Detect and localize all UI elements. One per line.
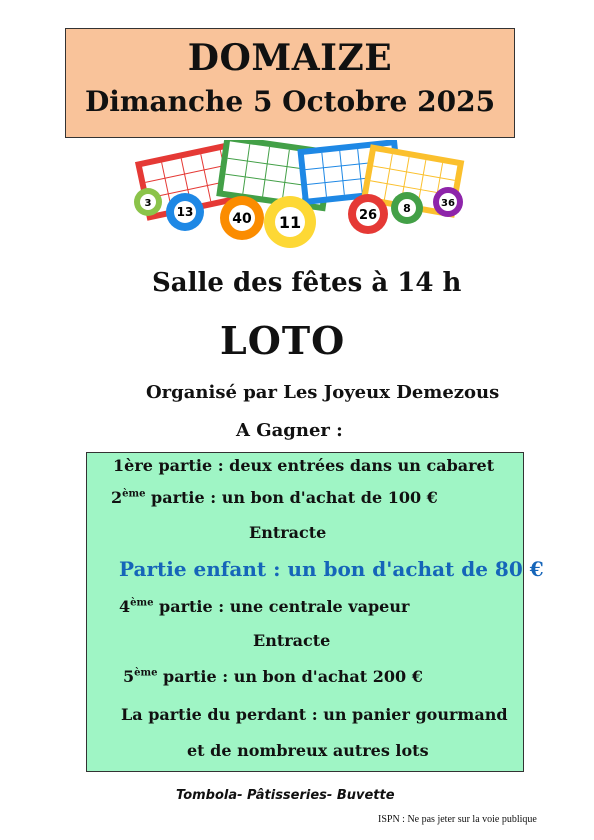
- bingo-ball: [391, 192, 423, 224]
- bingo-ball: [433, 187, 463, 217]
- header-banner: [65, 28, 515, 138]
- svg-text:8: 8: [403, 202, 411, 215]
- bingo-ball: [220, 196, 264, 240]
- svg-text:36: 36: [441, 198, 455, 209]
- svg-text:26: 26: [358, 208, 378, 223]
- footer-ispn: ISPN : Ne pas jeter sur la voie publique: [378, 814, 537, 825]
- prize-item: 1ère partie : deux entrées dans un cabaret: [113, 456, 495, 475]
- prize-item: et de nombreux autres lots: [187, 741, 429, 760]
- svg-text:3: 3: [144, 198, 152, 209]
- bingo-cards-illustration: [110, 140, 480, 250]
- prize-item: 4ème partie : une centrale vapeur: [119, 597, 410, 616]
- footer-extras: Tombola- Pâtisseries- Buvette: [176, 788, 395, 803]
- event-name: LOTO: [220, 318, 346, 363]
- svg-text:40: 40: [232, 211, 252, 227]
- prize-list: [86, 452, 544, 772]
- win-label: A Gagner :: [236, 420, 343, 441]
- intermission: Entracte: [249, 523, 327, 542]
- prize-item: 2ème partie : un bon d'achat de 100 €: [111, 488, 438, 507]
- svg-text:11: 11: [278, 213, 302, 232]
- prize-item-kids: Partie enfant : un bon d'achat de 80 €: [119, 557, 544, 581]
- organizer: Organisé par Les Joyeux Demezous: [146, 382, 500, 403]
- bingo-ball: [348, 194, 388, 234]
- prize-item: La partie du perdant : un panier gourmand: [121, 705, 508, 724]
- bingo-ball: [264, 196, 316, 248]
- prize-item: 5ème partie : un bon d'achat 200 €: [123, 667, 423, 686]
- bingo-ball: [134, 188, 162, 216]
- event-date: Dimanche 5 Octobre 2025: [84, 85, 496, 118]
- intermission: Entracte: [253, 631, 331, 650]
- svg-text:13: 13: [176, 205, 194, 219]
- town-title: DOMAIZE: [187, 37, 393, 79]
- bingo-ball: [166, 193, 204, 231]
- venue-time: Salle des fêtes à 14 h: [152, 268, 462, 298]
